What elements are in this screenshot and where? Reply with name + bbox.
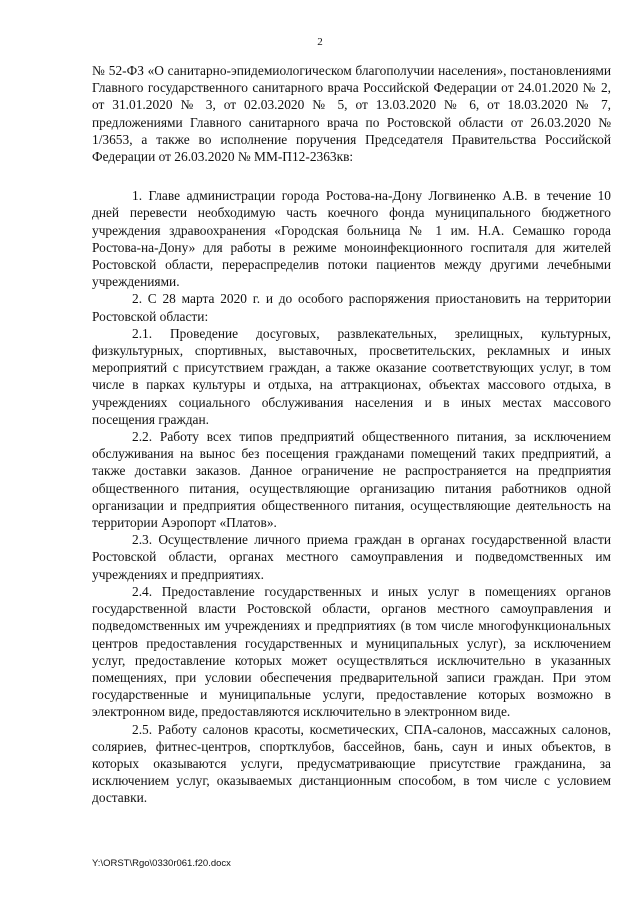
- paragraph-2-5: 2.5. Работу салонов красоты, косметических, СПА-салонов, массажных салонов, соляриев, фитнес-центров, спортклубов, бассейнов, бань, саун и иных объектов, в которых оказываются услуги, предусматривающие присутствие гражданина, за исключением услуг, оказываемых дистанционным способом, в том числе с условием доставки.: [92, 721, 611, 806]
- paragraph-2-2: 2.2. Работу всех типов предприятий общественного питания, за исключением обслуживания на вынос без посещения гражданами помещений таких предприятий, а также доставки заказов. Данное ограничение не распространяется на предприятия общественного питания, осуществляющие организацию питания работников одной организации и предприятия общественного питания, осуществляющие деятельность на территории Аэропорт «Платов».: [92, 429, 611, 531]
- paragraph-2-3: 2.3. Осуществление личного приема граждан в органах государственной власти Ростовской области, органах местного самоуправления и подведомственных им учреждениях и предприятиях.: [92, 532, 611, 582]
- intro-paragraph: № 52-ФЗ «О санитарно-эпидемиологическом благополучии населения», постановлениями Главного государственного санитарного врача Российской Федерации от 24.01.2020 № 2, от 31.01.2020 № 3, от 02.03.2020 № 5, от 13.03.2020 № 6, от 18.03.2020 № 7, предложениями Главного санитарного врача по Ростовской области от 26.03.2020 № 1/3653, а также во исполнение поручения Председателя Правительства Российской Федерации от 26.03.2020 № ММ-П12-2363кв:: [92, 63, 611, 165]
- paragraph-1: 1. Главе администрации города Ростова-на-Дону Логвиненко А.В. в течение 10 дней перевести необходимую часть коечного фонда муниципального бюджетного учреждения здравоохранения «Городская больница № 1 им. Н.А. Семашко города Ростова-на-Дону» для работы в режиме моноинфекционного госпиталя для жителей Ростовской области, перераспределив потоки пациентов между другими лечебными учреждениями.: [92, 188, 611, 290]
- page-number: 2: [317, 36, 323, 48]
- paragraph-2-4: 2.4. Предоставление государственных и иных услуг в помещениях органов государственной власти Ростовской области, органов местного самоуправления и подведомственных им учреждениях и предприятиях (в том числе многофункциональных центров предоставления государственных и муниципальных услуг), за исключением услуг, предоставление которых может осуществляться исключительно в указанных помещениях, при условии обеспечения предварительной записи граждан. При этом государственные и муниципальные услуги, предоставление которых возможно в электронном виде, предоставляются исключительно в электронном виде.: [92, 583, 611, 720]
- footer-file-path: Y:\ORST\Rgo\0330r061.f20.docx: [92, 858, 231, 869]
- paragraph-2-1: 2.1. Проведение досуговых, развлекательных, зрелищных, культурных, физкультурных, спортивных, выставочных, просветительских, рекламных и иных мероприятий с присутствием граждан, а также оказание соответствующих услуг, в том числе в парках культуры и отдыха, на аттракционах, объектах массового отдыха, в учреждениях социального обслуживания населения и в иных местах массового посещения граждан.: [92, 325, 611, 427]
- paragraph-gap: [92, 165, 611, 187]
- paragraph-2: 2. С 28 марта 2020 г. и до особого распоряжения приостановить на территории Ростовской области:: [92, 291, 611, 324]
- document-body: [92, 62, 611, 807]
